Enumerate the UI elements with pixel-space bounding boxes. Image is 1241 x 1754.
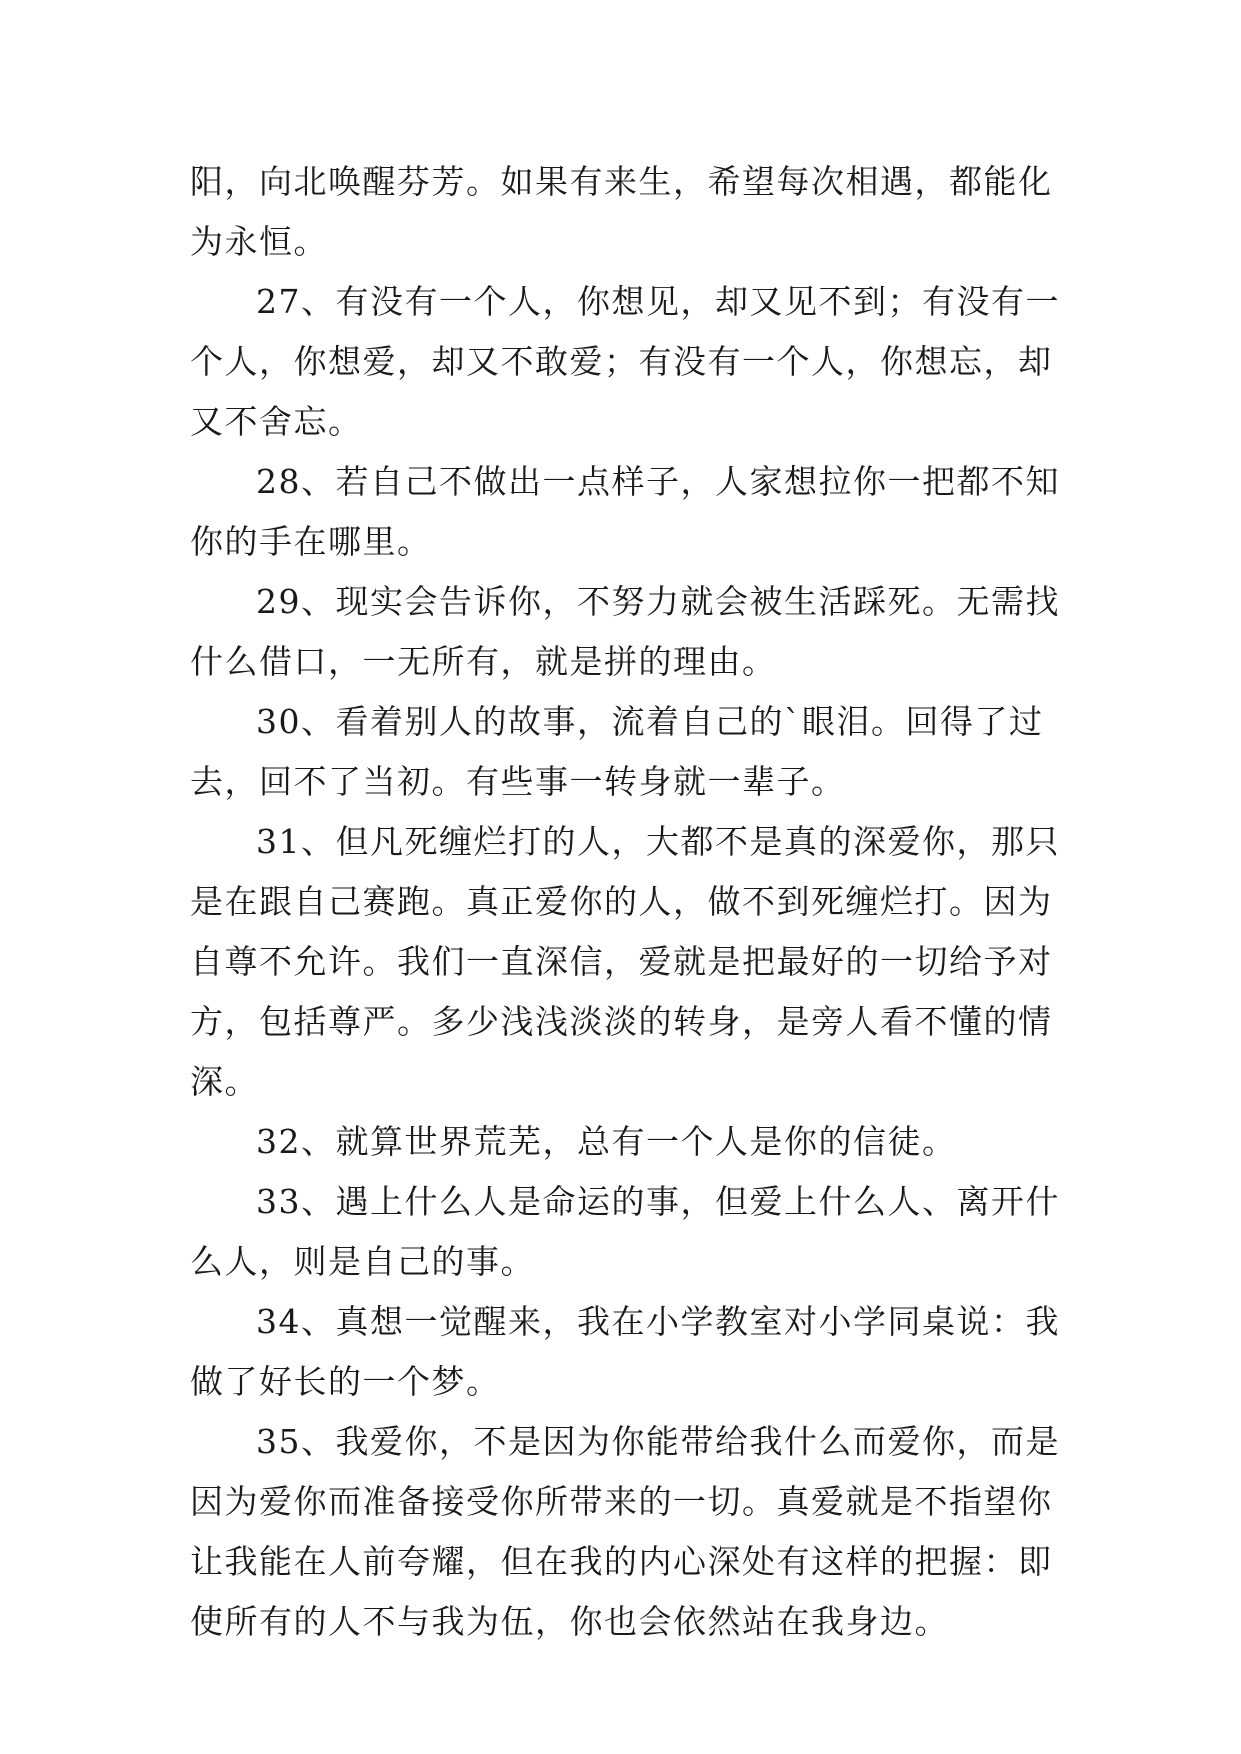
paragraph-35: 35、我爱你，不是因为你能带给我什么而爱你，而是因为爱你而准备接受你所带来的一切。真爱就是不指望你让我能在人前夸耀，但在我的内心深处有这样的把握：即使所有的人不与我为伍，你也会依然站在我身边。 [190,1422,1060,1641]
paragraph-31: 31、但凡死缠烂打的人，大都不是真的深爱你，那只是在跟自己赛跑。真正爱你的人，做不到死缠烂打。因为自尊不允许。我们一直深信，爱就是把最好的一切给予对方，包括尊严。多少浅浅淡淡的转身，是旁人看不懂的情深。 [190,822,1060,1101]
paragraph-34: 34、真想一觉醒来，我在小学教室对小学同桌说：我做了好长的一个梦。 [190,1302,1060,1401]
paragraph-28: 28、若自己不做出一点样子，人家想拉你一把都不知你的手在哪里。 [190,462,1060,561]
paragraph-continuation: 阳，向北唤醒芬芳。如果有来生，希望每次相遇，都能化为永恒。 [190,162,1053,261]
document-body [190,152,1060,1652]
paragraph-33: 33、遇上什么人是命运的事，但爱上什么人、离开什么人，则是自己的事。 [190,1182,1060,1281]
paragraph-29: 29、现实会告诉你，不努力就会被生活踩死。无需找什么借口，一无所有，就是拼的理由。 [190,582,1060,681]
paragraph-27: 27、有没有一个人，你想见，却又见不到；有没有一个人，你想爱，却又不敢爱；有没有一个人，你想忘，却又不舍忘。 [190,282,1060,441]
paragraph-30: 30、看着别人的故事，流着自己的`眼泪。回得了过去，回不了当初。有些事一转身就一辈子。 [190,702,1044,801]
paragraph-32: 32、就算世界荒芜，总有一个人是你的信徒。 [256,1122,957,1161]
